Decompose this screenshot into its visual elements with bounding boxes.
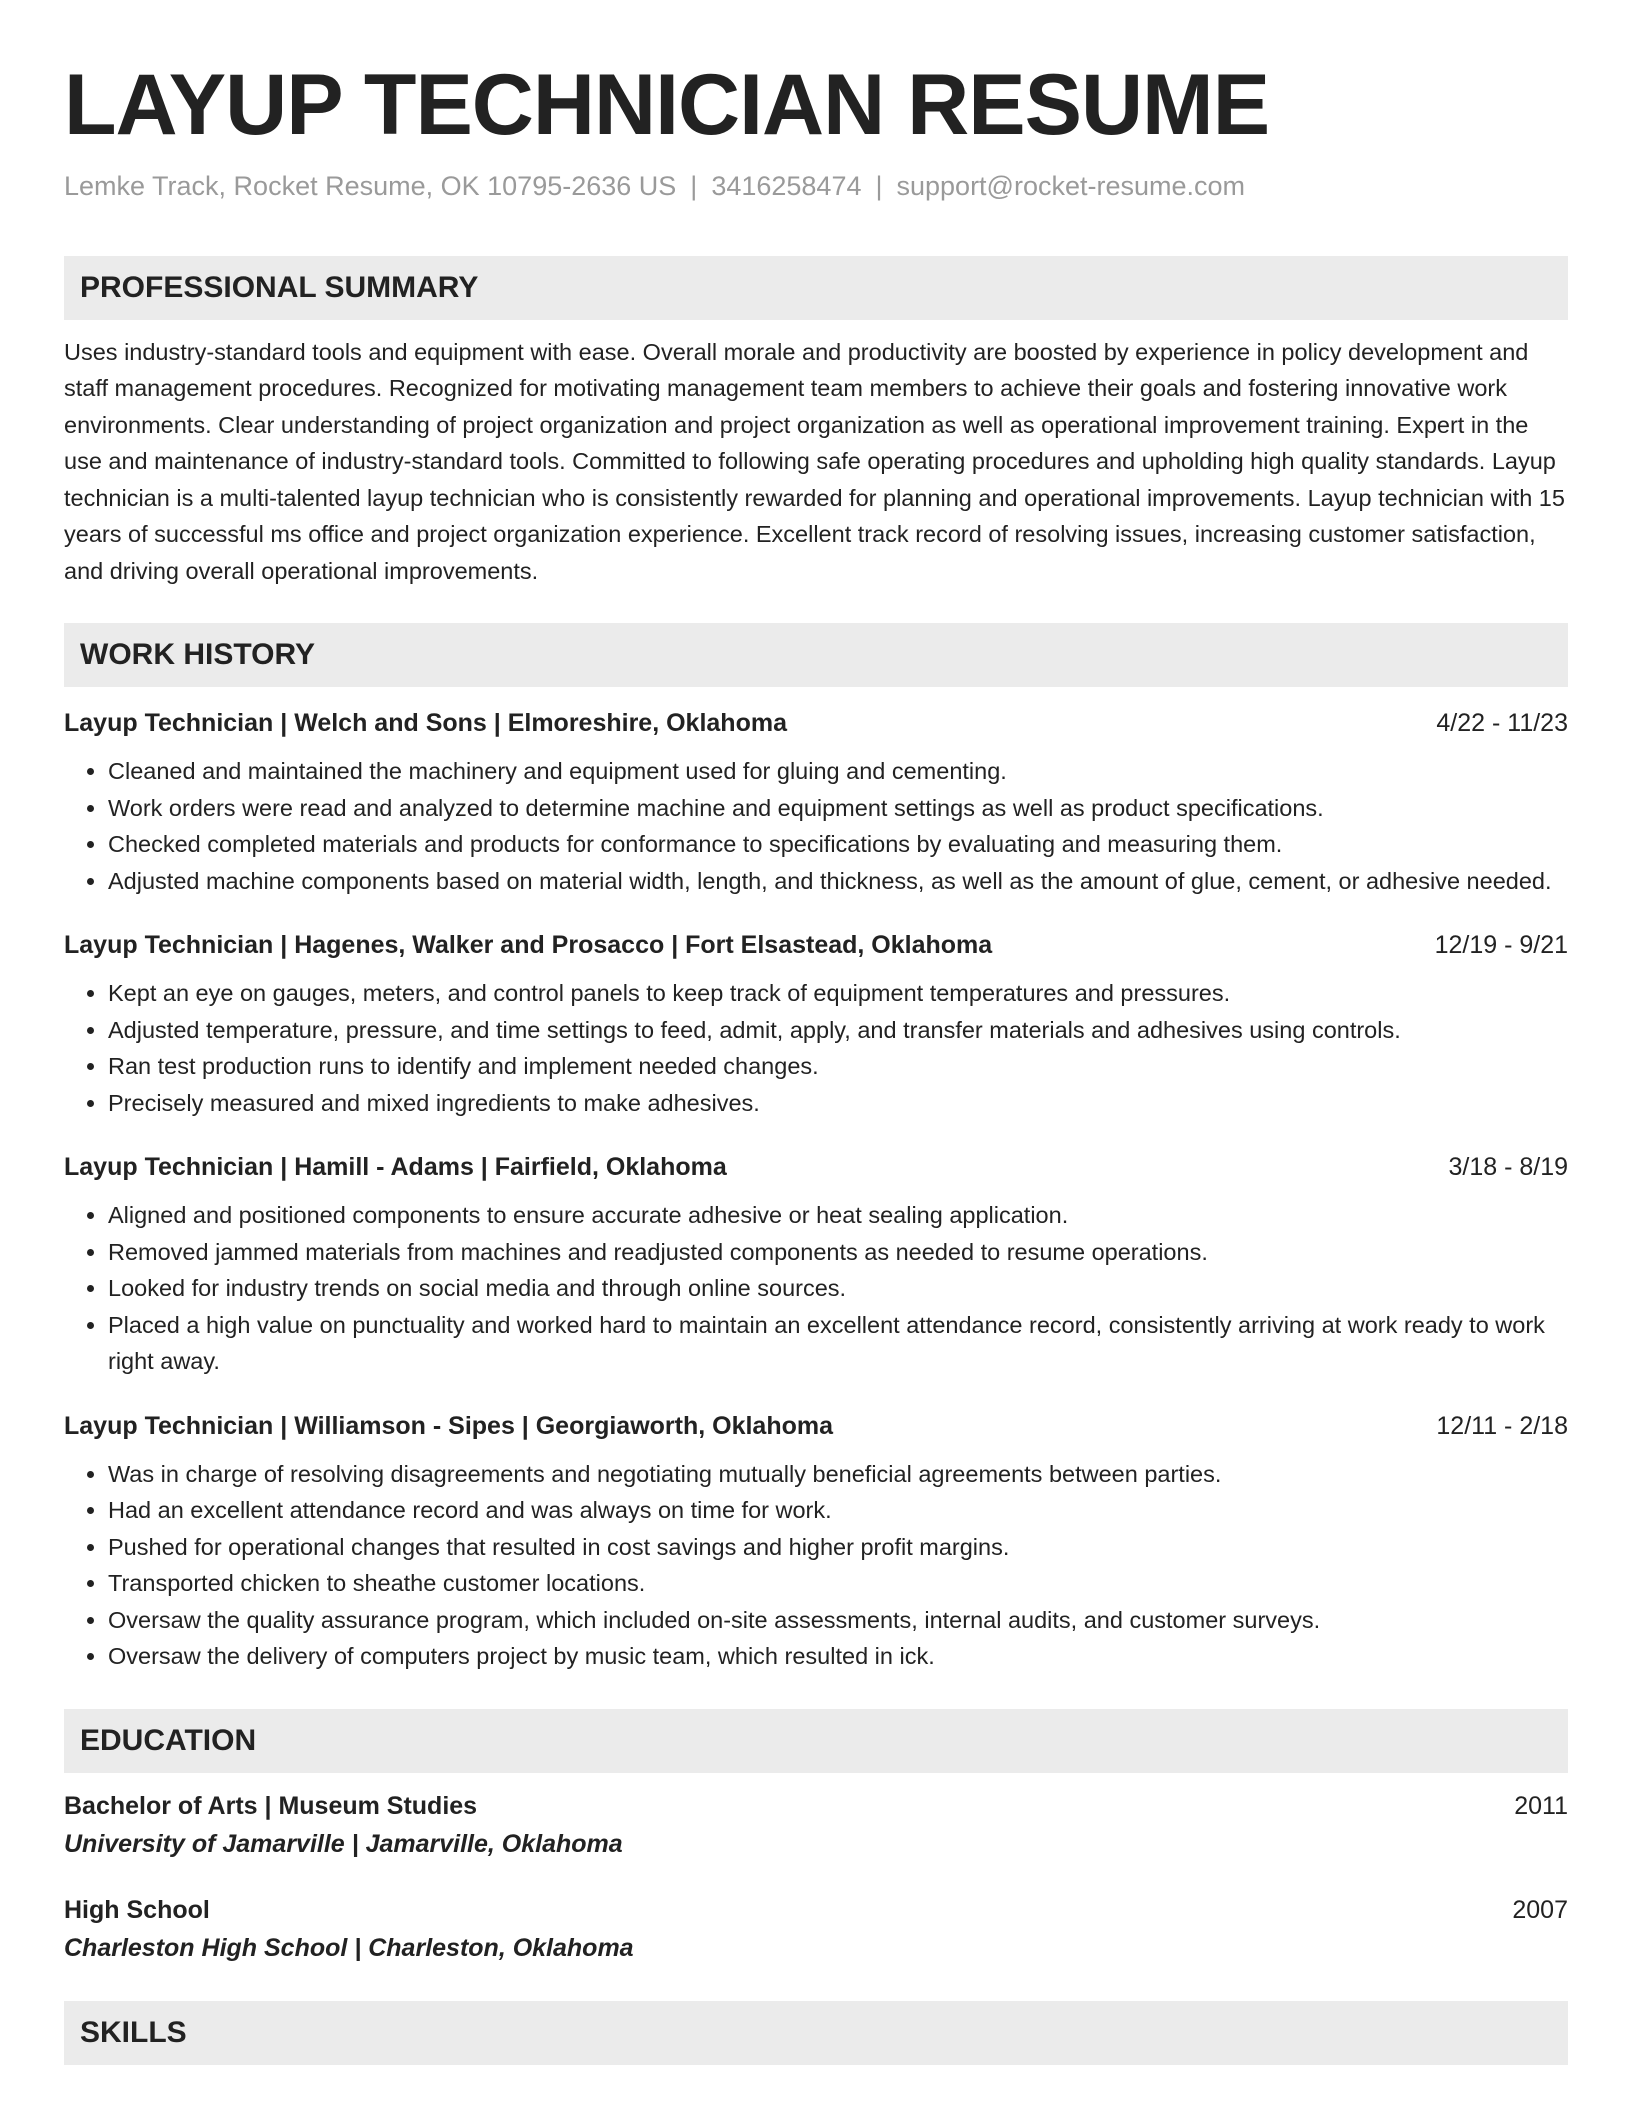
section-heading-work-history: WORK HISTORY: [64, 623, 1568, 687]
section-heading-education: EDUCATION: [64, 1709, 1568, 1773]
job-title: Layup Technician | Hagenes, Walker and Prosacco | Fort Elsastead, Oklahoma: [64, 931, 993, 960]
job-dates: 4/22 - 11/23: [1436, 709, 1568, 738]
section-heading-skills: SKILLS: [64, 2001, 1568, 2065]
job-dates: 12/11 - 2/18: [1436, 1411, 1568, 1440]
summary-text: Uses industry-standard tools and equipment with ease. Overall morale and productivity are boosted by experience in policy development and staff management procedures. Recognized for motivating management team members to achieve their goals and fostering innovative work environments. Clear understanding of project organization and project organization as well as operational improvement training. Expert in the use and maintenance of industry-standard tools. Committed to following safe operating procedures and upholding high quality standards. Layup technician is a multi-talented layup technician who is consistently rewarded for planning and operational improvements. Layup technician with 15 years of successful ms office and project organization experience. Excellent track record of resolving issues, increasing customer satisfaction, and driving overall operational improvements.: [64, 338, 1565, 584]
job-bullets: [64, 1456, 1568, 1675]
contact-phone: 3416258474: [711, 170, 862, 201]
job-bullet: • Work orders were read and analyzed to determine machine and equipment settings as well as product specifications.: [108, 790, 1568, 827]
job-bullet: • Looked for industry trends on social media and through online sources.: [108, 1270, 1568, 1307]
job-dates: 3/18 - 8/19: [1448, 1153, 1568, 1182]
job-bullet: • Aligned and positioned components to ensure accurate adhesive or heat sealing application.: [108, 1197, 1568, 1234]
contact-line: [64, 169, 1568, 204]
job-header: [64, 927, 1568, 963]
contact-address: Lemke Track, Rocket Resume, OK 10795-2636 US: [64, 170, 677, 201]
contact-email: support@rocket-resume.com: [896, 170, 1246, 201]
job-bullet: • Checked completed materials and products for conformance to specifications by evaluating and measuring them.: [108, 826, 1568, 863]
job-bullet: • Removed jammed materials from machines and readjusted components as needed to resume operations.: [108, 1234, 1568, 1271]
education-school: University of Jamarville | Jamarville, Oklahoma: [64, 1829, 623, 1858]
education-school: Charleston High School | Charleston, Oklahoma: [64, 1933, 634, 1962]
education-degree: High School: [64, 1895, 210, 1924]
job-entry: [64, 1149, 1568, 1380]
job-bullets: [64, 975, 1568, 1121]
job-bullet: • Oversaw the delivery of computers project by music team, which resulted in ick.: [108, 1638, 1568, 1675]
job-header: [64, 1408, 1568, 1444]
job-title: Layup Technician | Hamill - Adams | Fairfield, Oklahoma: [64, 1153, 727, 1182]
job-bullet: • Placed a high value on punctuality and worked hard to maintain an excellent attendance record, consistently arriving at work ready to work right away.: [108, 1307, 1568, 1380]
education-header: [64, 1787, 1568, 1825]
contact-separator: |: [690, 170, 698, 201]
job-bullet: • Precisely measured and mixed ingredients to make adhesives.: [108, 1085, 1568, 1122]
education-degree: Bachelor of Arts | Museum Studies: [64, 1791, 478, 1820]
job-dates: 12/19 - 9/21: [1434, 931, 1568, 960]
contact-separator: |: [875, 170, 883, 201]
job-bullets: [64, 753, 1568, 899]
education-entry: [64, 1787, 1568, 1863]
job-title: Layup Technician | Williamson - Sipes | Georgiaworth, Oklahoma: [64, 1411, 834, 1440]
resume-title: LAYUP TECHNICIAN RESUME: [64, 57, 1270, 153]
job-bullets: [64, 1197, 1568, 1380]
job-header: [64, 1149, 1568, 1185]
job-bullet: • Was in charge of resolving disagreements and negotiating mutually beneficial agreements between parties.: [108, 1456, 1568, 1493]
job-bullet: • Transported chicken to sheathe customer locations.: [108, 1565, 1568, 1602]
job-entry: [64, 927, 1568, 1121]
job-title: Layup Technician | Welch and Sons | Elmoreshire, Oklahoma: [64, 709, 787, 738]
education-year: 2011: [1514, 1791, 1568, 1820]
job-bullet: • Ran test production runs to identify and implement needed changes.: [108, 1048, 1568, 1085]
job-bullet: • Adjusted machine components based on material width, length, and thickness, as well as the amount of glue, cement, or adhesive needed.: [108, 863, 1568, 900]
job-bullet: • Oversaw the quality assurance program, which included on-site assessments, internal audits, and customer surveys.: [108, 1602, 1568, 1639]
job-header: [64, 705, 1568, 741]
job-entry: [64, 705, 1568, 899]
job-bullet: • Cleaned and maintained the machinery and equipment used for gluing and cementing.: [108, 753, 1568, 790]
education-year: 2007: [1512, 1895, 1568, 1924]
job-bullet: • Kept an eye on gauges, meters, and control panels to keep track of equipment temperatures and pressures.: [108, 975, 1568, 1012]
job-bullet: • Adjusted temperature, pressure, and time settings to feed, admit, apply, and transfer materials and adhesives using controls.: [108, 1012, 1568, 1049]
section-heading-summary: PROFESSIONAL SUMMARY: [64, 256, 1568, 320]
job-bullet: • Had an excellent attendance record and was always on time for work.: [108, 1492, 1568, 1529]
job-entry: [64, 1408, 1568, 1675]
education-entry: [64, 1891, 1568, 1967]
education-header: [64, 1891, 1568, 1929]
job-bullet: • Pushed for operational changes that resulted in cost savings and higher profit margins.: [108, 1529, 1568, 1566]
